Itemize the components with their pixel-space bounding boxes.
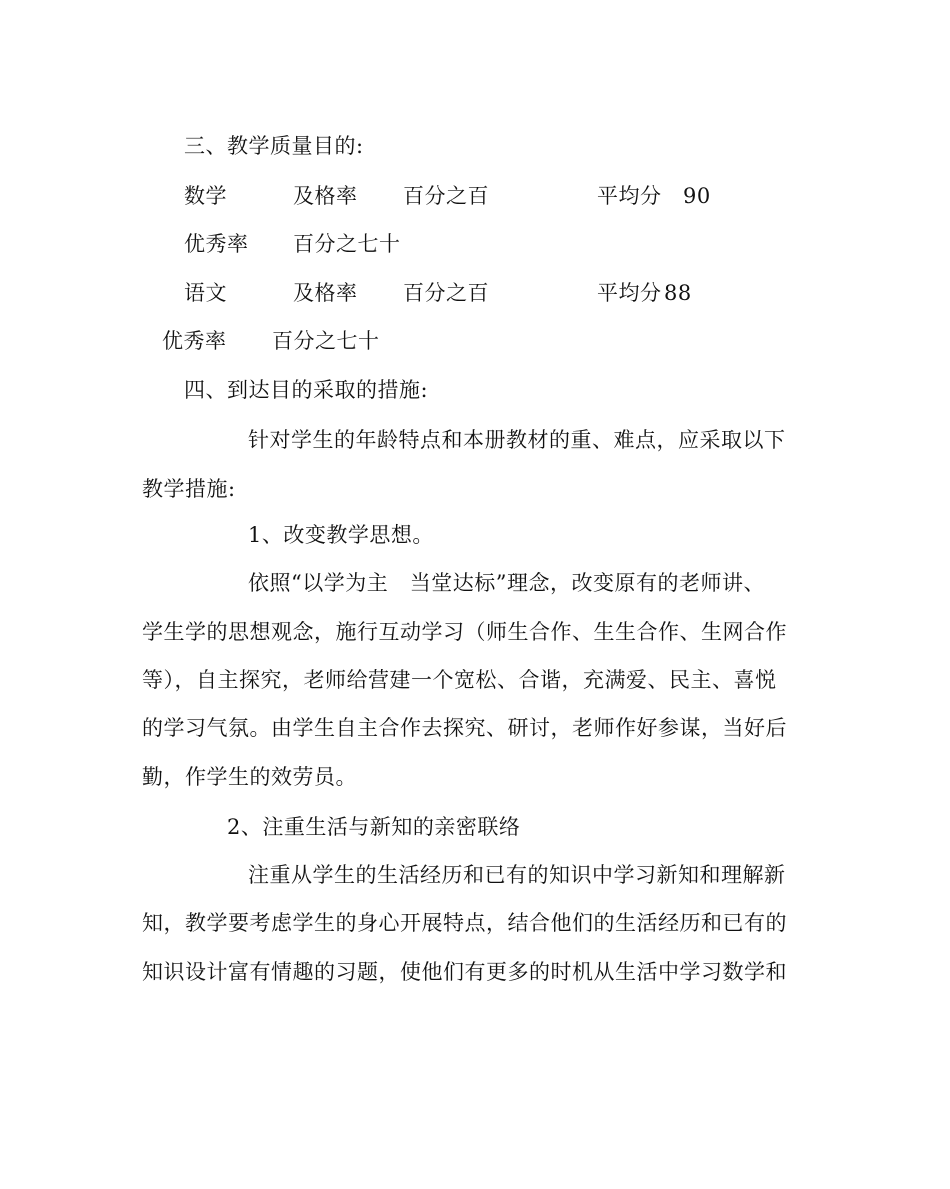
chinese-subject: 语文 (184, 281, 227, 305)
chinese-avg-label: 平均分 (597, 281, 662, 305)
item2-line-1: 注重从学生的生活经历和已有的知识中学习新知和理解新 (248, 863, 786, 887)
item1-line-3: 等），自主探究，老师给营建一个宽松、合谐，充满爱、民主、喜悦 (142, 668, 777, 692)
chinese-excellent-value: 百分之七十 (272, 329, 380, 353)
math-pass-value: 百分之百 (403, 184, 489, 208)
math-avg-value: 90 (683, 184, 711, 208)
chinese-avg-value: 88 (664, 281, 692, 305)
item2-title: 2、注重生活与新知的亲密联络 (227, 815, 521, 839)
math-pass-label: 及格率 (293, 184, 358, 208)
intro-line-1: 针对学生的年龄特点和本册教材的重、难点，应采取以下 (248, 428, 786, 452)
intro-line-2: 教学措施: (142, 477, 236, 501)
chinese-pass-value: 百分之百 (403, 281, 489, 305)
item1-line-4: 的学习气氛。由学生自主合作去探究、研讨，老师作好参谋，当好后 (142, 716, 787, 740)
chinese-pass-label: 及格率 (293, 281, 358, 305)
math-avg-label: 平均分 (597, 184, 662, 208)
item2-line-3: 知识设计富有情趣的习题，使他们有更多的时机从生活中学习数学和 (142, 960, 787, 984)
chinese-excellent-label: 优秀率 (162, 329, 227, 353)
math-excellent-value: 百分之七十 (293, 232, 401, 256)
item2-line-2: 知，教学要考虑学生的身心开展特点，结合他们的生活经历和已有的 (142, 911, 787, 935)
section-heading-quality-goals: 三、教学质量目的: (184, 134, 364, 158)
item1-line-1: 依照“以学为主 当堂达标”理念，改变原有的老师讲、 (248, 571, 765, 595)
item1-line-5: 勤，作学生的效劳员。 (142, 765, 357, 789)
item1-line-2: 学生学的思想观念，施行互动学习（师生合作、生生合作、生网合作 (142, 620, 787, 644)
section-heading-measures: 四、到达目的采取的措施: (184, 378, 429, 402)
math-excellent-label: 优秀率 (184, 232, 249, 256)
item1-title: 1、改变教学思想。 (248, 523, 434, 547)
math-subject: 数学 (184, 184, 227, 208)
